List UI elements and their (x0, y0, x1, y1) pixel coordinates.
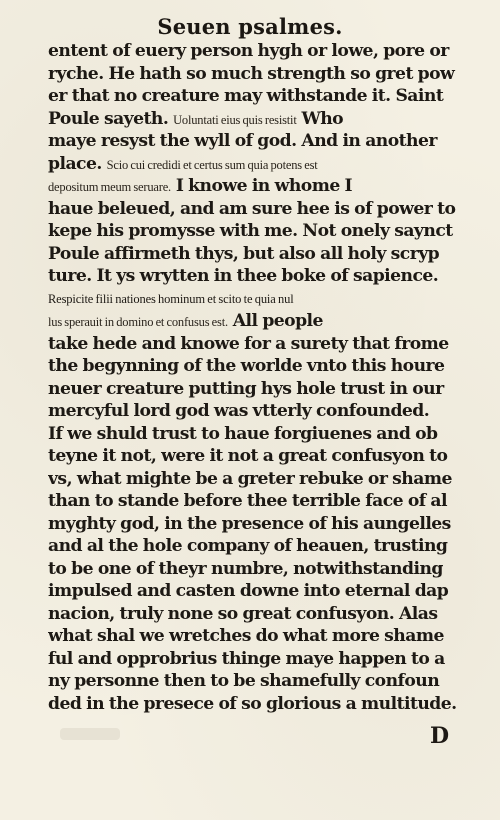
text-line (48, 468, 473, 491)
text-segment: entent of euery person hygh or lowe, pore or (48, 41, 449, 61)
text-segment: er that no creature may withstande it. Saint (48, 86, 444, 106)
text-segment: ded in the presece of so glorious a multitude. (48, 693, 457, 714)
text-line (48, 603, 473, 626)
text-line (48, 490, 473, 513)
text-segment: impulsed and casten downe into eternal dap (48, 581, 449, 601)
text-segment: ture. It ys wrytten in thee boke of sapience. (48, 266, 439, 286)
text-segment: to be one of theyr numbre, notwithstanding (48, 558, 443, 579)
text-segment: ful and opprobrius thinge maye happen to a (48, 648, 445, 669)
text-segment: ny personne then to be shamefully confoun (48, 671, 440, 691)
text-segment: take hede and knowe for a surety that frome (48, 333, 449, 354)
text-line (48, 333, 473, 356)
text-segment: vs, what mighte be a greter rebuke or shame (48, 468, 452, 489)
text-line (48, 153, 473, 176)
text-line (48, 198, 473, 221)
text-segment: myghty god, in the presence of his aungelles (48, 513, 451, 534)
text-line (48, 378, 473, 401)
text-line (48, 693, 473, 716)
text-line (48, 243, 473, 266)
text-line (48, 355, 473, 378)
text-segment: mercyful lord god was vtterly confounded. (48, 401, 430, 421)
ink-smudge (60, 728, 120, 740)
text-line (48, 580, 473, 603)
running-head: Seuen psalmes. (157, 14, 343, 39)
text-segment: Who (296, 108, 344, 129)
latin-quotation: Uoluntati eius quis resistit (173, 112, 297, 127)
text-segment: teyne it not, were it not a great confusyon to (48, 446, 448, 466)
text-line (48, 40, 473, 63)
text-line (48, 220, 473, 243)
text-segment: the begynning of the worlde vnto this houre (48, 356, 445, 376)
text-segment: Poule affirmeth thys, but also all holy scryp (48, 243, 440, 264)
text-segment: what shal we wretches do what more shame (48, 626, 444, 646)
latin-quotation: lus sperauit in domino et confusus est. (48, 315, 228, 329)
text-line (48, 130, 473, 153)
signature-mark: D (430, 723, 450, 749)
text-segment: All people (227, 311, 323, 331)
latin-quotation: Scio cui credidi et certus sum quia potens est (106, 157, 318, 172)
text-line (48, 423, 473, 446)
text-segment: I knowe in whome I (170, 176, 353, 196)
text-segment: nacion, truly none so great confusyon. Alas (48, 603, 438, 624)
text-line (48, 670, 473, 693)
text-line (48, 625, 473, 648)
text-segment: neuer creature putting hys hole trust in our (48, 378, 444, 399)
text-line (48, 558, 473, 581)
text-segment: ryche. He hath so much strength so gret pow (48, 63, 455, 84)
text-line (48, 288, 473, 311)
text-segment: haue beleued, and am sure hee is of power to (48, 198, 456, 219)
text-line (48, 400, 473, 423)
text-segment: place. (48, 153, 107, 174)
latin-quotation: Respicite filii nationes hominum et scito te quia nul (48, 291, 294, 306)
text-line (48, 535, 473, 558)
text-line (48, 175, 473, 198)
text-line (48, 85, 473, 108)
text-line (48, 445, 473, 468)
text-segment: Poule sayeth. (48, 108, 174, 129)
text-segment: than to stande before thee terrible face of al (48, 491, 448, 511)
text-line (48, 648, 473, 671)
text-segment: maye resyst the wyll of god. And in another (48, 131, 437, 151)
text-segment: and al the hole company of heauen, trusting (48, 536, 448, 556)
text-segment: If we shuld trust to haue forgiuenes and ob (48, 423, 438, 444)
text-line (48, 310, 473, 333)
latin-quotation: depositum meum seruare. (48, 180, 171, 194)
text-segment: kepe his promysse with me. Not onely saynct (48, 221, 453, 241)
text-line (48, 513, 473, 536)
text-line (48, 265, 473, 288)
text-line (48, 63, 473, 86)
text-line (48, 108, 473, 131)
text-block (48, 40, 473, 715)
